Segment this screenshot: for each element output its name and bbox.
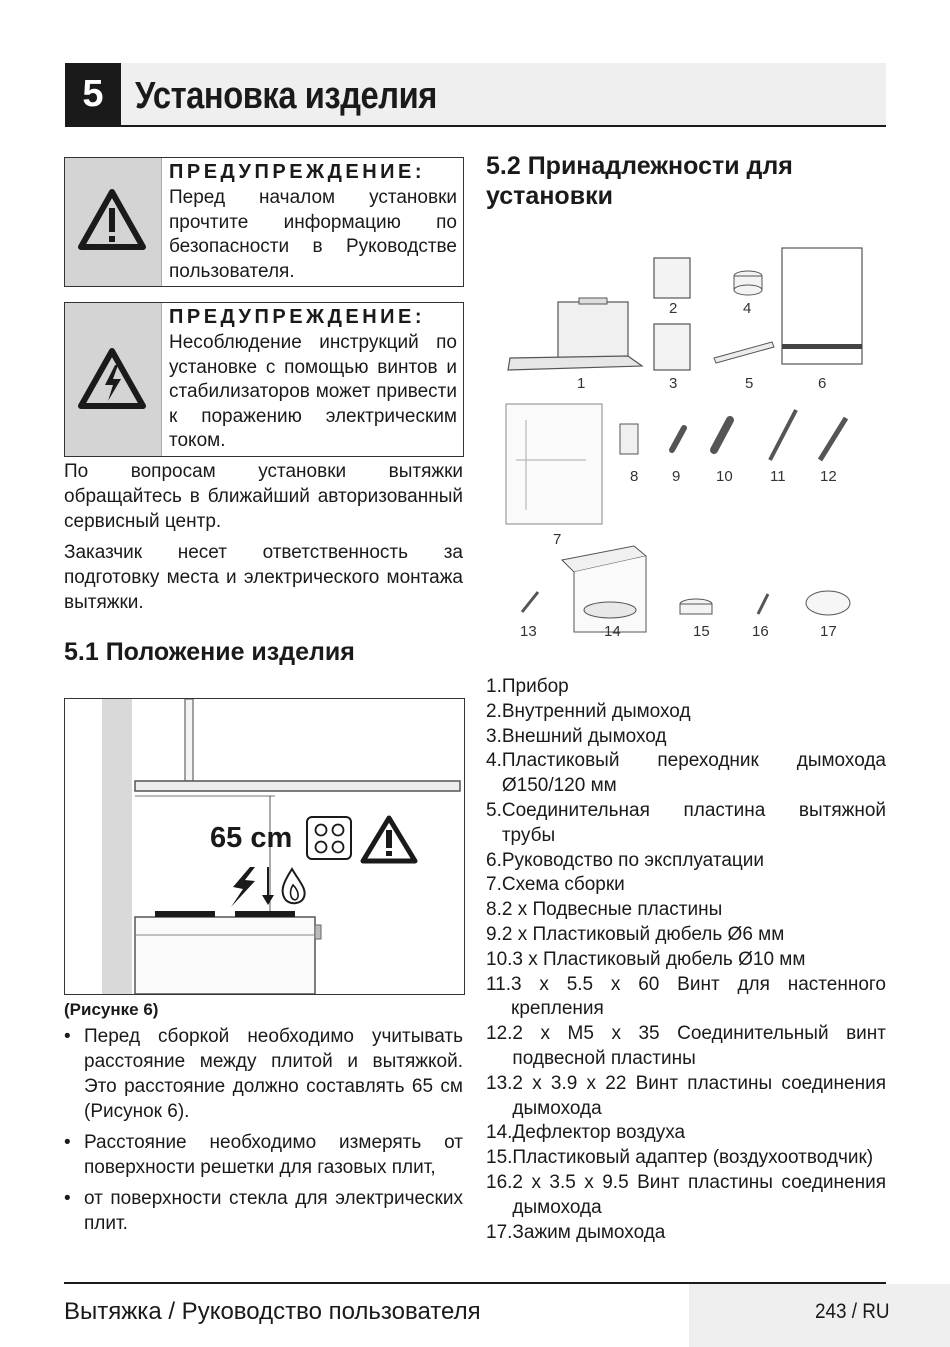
part-plastic-adapter-image — [680, 599, 712, 614]
accessory-item-text: 2 x M5 x 35 Соединительный винт подвесной пластины — [512, 1023, 886, 1069]
accessory-item-number: 16. — [486, 1171, 513, 1193]
section-5-1-heading: 5.1 Положение изделия — [64, 638, 355, 666]
part-dowel-6-image — [672, 428, 684, 450]
accessory-item-number: 4. — [486, 750, 502, 772]
bullet-item: • Перед сборкой необходимо учитывать расстояние между плитой и вытяжкой. Это расстояние должно составлять 65 см (Рисунок 6). — [64, 1026, 463, 1122]
accessory-list-item — [486, 1146, 886, 1171]
section-5-2-heading: 5.2 Принадлежности для установки — [486, 152, 793, 210]
accessory-item-text: 2 x 3.9 x 22 Винт пластины соединения дымохода — [512, 1072, 886, 1119]
accessory-item-number: 5. — [486, 799, 502, 821]
accessory-item-text: Внешний дымоход — [501, 725, 667, 747]
accessory-item-text: Дефлектор воздуха — [512, 1122, 686, 1144]
accessory-item-number: 3. — [486, 725, 502, 747]
accessory-item-text: 2 x Подвесные пластины — [501, 899, 723, 921]
part-number-12: 12 — [820, 468, 837, 485]
accessory-list-item — [486, 749, 886, 799]
part-number-1: 1 — [577, 375, 586, 392]
footer-document-title: Вытяжка / Руководство пользователя — [64, 1298, 481, 1325]
bullet-dot-icon: • — [64, 1132, 71, 1153]
accessories-list — [486, 675, 886, 1245]
accessory-list-item — [486, 1072, 886, 1122]
accessory-item-text: Зажим дымохода — [512, 1221, 666, 1243]
part-number-2: 2 — [669, 300, 678, 317]
accessory-item-number: 7. — [486, 874, 502, 896]
accessories-illustration — [486, 220, 886, 660]
footer-page-number: 243 / RU — [815, 1300, 890, 1323]
responsibility-paragraph: Заказчик несет ответственность за подготовку места и электрического монтажа вытяжки. — [64, 542, 463, 613]
accessory-item-number: 1. — [486, 676, 502, 697]
part-number-17: 17 — [820, 623, 837, 640]
part-outer-chimney-image — [654, 324, 690, 370]
bullet-item: • от поверхности стекла для электрических плит. — [64, 1188, 463, 1234]
part-screw-13-image — [522, 592, 538, 612]
bullet-dot-icon: • — [64, 1026, 71, 1047]
part-number-11: 11 — [770, 468, 786, 485]
part-number-9: 9 — [672, 468, 681, 485]
accessory-list-item — [486, 873, 886, 898]
accessory-item-number: 6. — [486, 849, 502, 871]
warning-title: ПРЕДУПРЕЖДЕНИЕ: — [169, 161, 426, 183]
figure-6-installation-position — [64, 698, 465, 995]
part-number-16: 16 — [752, 623, 769, 640]
accessory-item-number: 17. — [486, 1221, 513, 1243]
part-number-10: 10 — [716, 468, 733, 485]
part-screw-16-image — [758, 594, 768, 614]
warning-box-electric — [64, 302, 464, 457]
accessory-item-number: 8. — [486, 899, 502, 921]
part-plate-image — [714, 342, 774, 363]
part-number-13: 13 — [520, 623, 537, 640]
part-clamp-image — [806, 591, 850, 615]
part-number-7: 7 — [553, 531, 562, 548]
accessory-list-item — [486, 700, 886, 725]
part-adapter-ring-image — [734, 271, 762, 295]
section-number: 5 — [65, 63, 121, 125]
accessory-item-number: 2. — [486, 700, 502, 722]
part-number-14: 14 — [604, 623, 621, 640]
part-deflector-image — [562, 546, 646, 632]
part-hanger-plate-image — [620, 424, 638, 454]
accessory-list-item — [486, 973, 886, 1023]
part-screw-12-image — [820, 418, 846, 460]
accessory-list-item — [486, 725, 886, 750]
part-hood-image — [508, 298, 642, 370]
accessory-list-item — [486, 1221, 886, 1246]
accessory-item-number: 9. — [486, 923, 502, 945]
distance-label: 65 cm — [210, 822, 293, 854]
accessory-item-text: Соединительная пластина вытяжной трубы — [501, 799, 886, 846]
warning-text: Перед началом установки прочтите информацию по безопасности в Руководстве пользователя. — [169, 187, 457, 282]
electric-shock-warning-icon — [77, 347, 147, 411]
accessory-item-text: Схема сборки — [501, 874, 625, 896]
accessory-item-text: 2 x Пластиковый дюбель Ø6 мм — [501, 923, 785, 945]
accessory-list-item — [486, 948, 886, 973]
position-bullet-list — [64, 1024, 463, 1242]
accessory-item-number: 14. — [486, 1122, 513, 1144]
bullet-dot-icon: • — [64, 1188, 71, 1209]
figure-caption: (Рисунке 6) — [64, 1000, 159, 1019]
part-inner-chimney-image — [654, 258, 690, 298]
part-screw-11-image — [770, 410, 796, 460]
warning-title: ПРЕДУПРЕЖДЕНИЕ: — [169, 306, 426, 328]
accessory-list-item — [486, 799, 886, 849]
accessory-item-number: 11. — [486, 973, 512, 995]
part-number-4: 4 — [743, 300, 752, 317]
accessory-list-item — [486, 923, 886, 948]
accessory-list-item — [486, 1121, 886, 1146]
warning-box-general — [64, 157, 464, 287]
accessory-item-text: Пластиковый адаптер (воздухоотводчик) — [512, 1147, 874, 1169]
bullet-item: • Расстояние необходимо измерять от поверхности решетки для газовых плит, — [64, 1132, 463, 1178]
warning-text: Несоблюдение инструкций по установке с помощью винтов и стабилизаторов может привести к поражению электрическим током. — [169, 332, 457, 451]
part-scheme-image — [506, 404, 602, 524]
accessory-item-text: Руководство по эксплуатации — [501, 849, 764, 871]
accessory-list-item — [486, 849, 886, 874]
part-number-3: 3 — [669, 375, 678, 392]
accessory-item-text: 3 x Пластиковый дюбель Ø10 мм — [512, 948, 806, 970]
part-number-6: 6 — [818, 375, 827, 392]
service-paragraph: По вопросам установки вытяжки обращайтесь в ближайший авторизованный сервисный центр. — [64, 461, 463, 532]
section-title: Установка изделия — [135, 75, 437, 117]
accessory-list-item — [486, 898, 886, 923]
warning-triangle-icon — [77, 188, 147, 252]
accessory-item-number: 13. — [486, 1072, 513, 1094]
part-number-15: 15 — [693, 623, 710, 640]
accessory-item-text: 2 x 3.5 x 9.5 Винт пластины соединения дымохода — [512, 1171, 886, 1218]
part-number-5: 5 — [745, 375, 754, 392]
accessory-list-item — [486, 675, 886, 700]
accessory-item-number: 15. — [486, 1147, 513, 1169]
accessory-item-text: Внутренний дымоход — [501, 700, 691, 722]
part-dowel-10-image — [714, 420, 730, 450]
accessory-item-text: Пластиковый переходник дымохода Ø150/120 мм — [501, 750, 886, 797]
accessory-list-item — [486, 1022, 886, 1072]
part-number-8: 8 — [630, 468, 639, 485]
accessory-list-item — [486, 1171, 886, 1221]
accessory-item-number: 10. — [486, 948, 513, 970]
accessory-item-text: 3 x 5.5 x 60 Винт для настенного крепления — [511, 973, 886, 1020]
accessory-item-number: 12. — [486, 1023, 513, 1045]
accessory-item-text: Прибор — [501, 676, 569, 697]
